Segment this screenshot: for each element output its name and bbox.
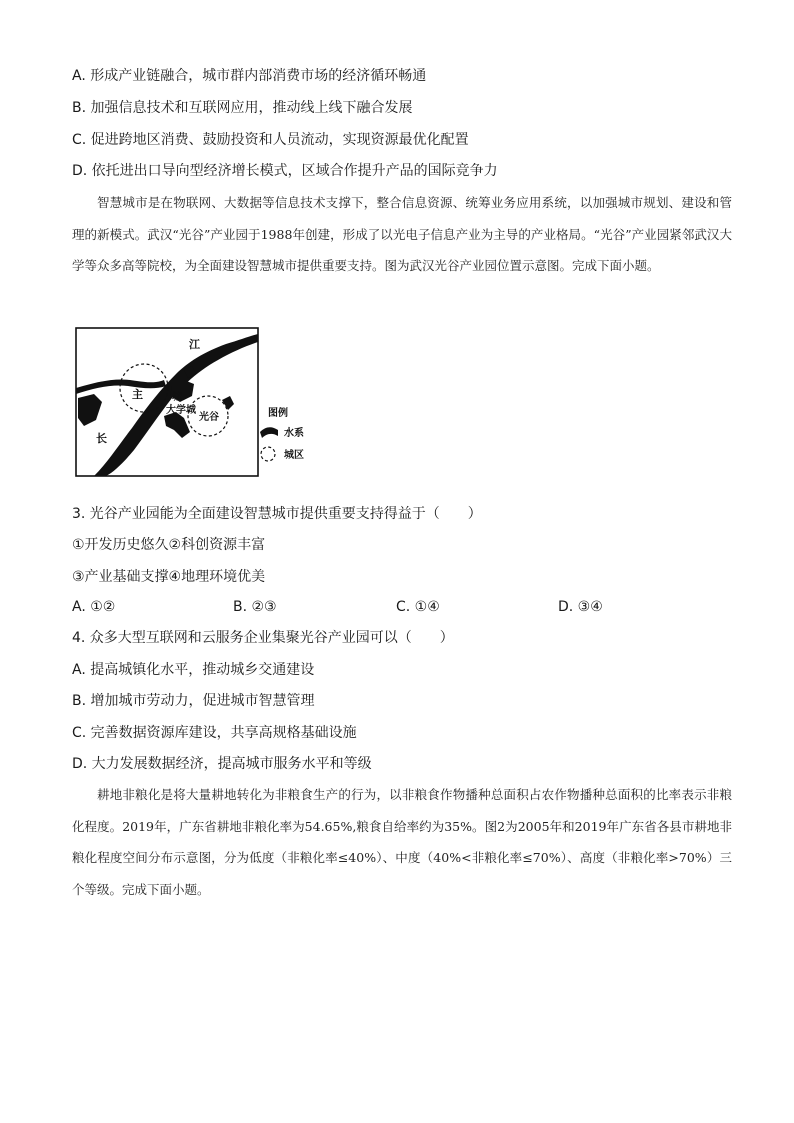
passage-smart-city: 智慧城市是在物联网、大数据等信息技术支撑下，整合信息资源、统筹业务应用系统，以加强城市规划、建设和管理的新模式。武汉“光谷”产业园于1988年创建，形成了以光电子信息产业为主导的产业格局。“光谷”产业园紧邻武汉大学等众多高等院校，为全面建设智慧城市提供重要支持。图为武汉光谷产业园位置示意图。完成下面小题。 [72, 195, 732, 273]
q4-option-a: A. 提高城镇化水平，推动城乡交通建设 [72, 662, 315, 678]
legend-city-label: 城区 [284, 450, 304, 461]
q3-statement-line-1: ①开发历史悠久②科创资源丰富 [72, 537, 266, 553]
q4-option-b: B. 增加城市劳动力，促进城市智慧管理 [72, 693, 315, 709]
q4-stem: 4. 众多大型互联网和云服务企业集聚光谷产业园可以（ ） [72, 630, 454, 646]
q4-option-c: C. 完善数据资源库建设，共享高规格基础设施 [72, 725, 357, 741]
label-daxuecheng: 大学城 [166, 405, 196, 416]
q3-option-c: C. ①④ [396, 599, 440, 615]
legend-title: 图例 [268, 408, 288, 419]
legend-water-label: 水系 [284, 428, 304, 439]
q2-option-d: D. 依托进出口导向型经济增长模式，区域合作提升产品的国际竞争力 [72, 163, 498, 179]
q4-option-d: D. 大力发展数据经济，提高城市服务水平和等级 [72, 756, 372, 772]
label-guanggu: 光谷 [199, 412, 219, 423]
label-zhu: 主 [132, 388, 143, 401]
passage-non-grain-farmland: 耕地非粮化是将大量耕地转化为非粮食生产的行为，以非粮食作物播种总面积占农作物播种总面积的比率表示非粮化程度。2019年，广东省耕地非粮化率为54.65%,粮食自给率约为35%。图2为2005年和2019年广东省各县市耕地非粮化程度空间分布示意图，分为低度（非粮化率≤40%）、中度（40%<非粮化率≤70%）、高度（非粮化率>70%）三个等级。完成下面小题。 [72, 787, 732, 897]
label-jiang: 江 [189, 338, 200, 351]
label-chang: 长 [96, 432, 107, 445]
q3-stem: 3. 光谷产业园能为全面建设智慧城市提供重要支持得益于（ ） [72, 506, 482, 522]
label-cheng: 城 [172, 392, 182, 403]
q3-option-d: D. ③④ [558, 599, 603, 615]
q3-option-b: B. ②③ [233, 599, 277, 615]
legend-city-symbol [261, 447, 275, 461]
q2-option-c: C. 促进跨地区消费、鼓励投资和人员流动，实现资源最优化配置 [72, 132, 469, 148]
wuhan-optics-valley-map [72, 322, 372, 482]
q2-option-b: B. 加强信息技术和互联网应用，推动线上线下融合发展 [72, 100, 413, 116]
q2-option-a: A. 形成产业链融合，城市群内部消费市场的经济循环畅通 [72, 68, 427, 84]
legend-water-symbol [260, 427, 278, 438]
q3-option-a: A. ①② [72, 599, 116, 615]
q3-statement-line-2: ③产业基础支撑④地理环境优美 [72, 569, 266, 585]
